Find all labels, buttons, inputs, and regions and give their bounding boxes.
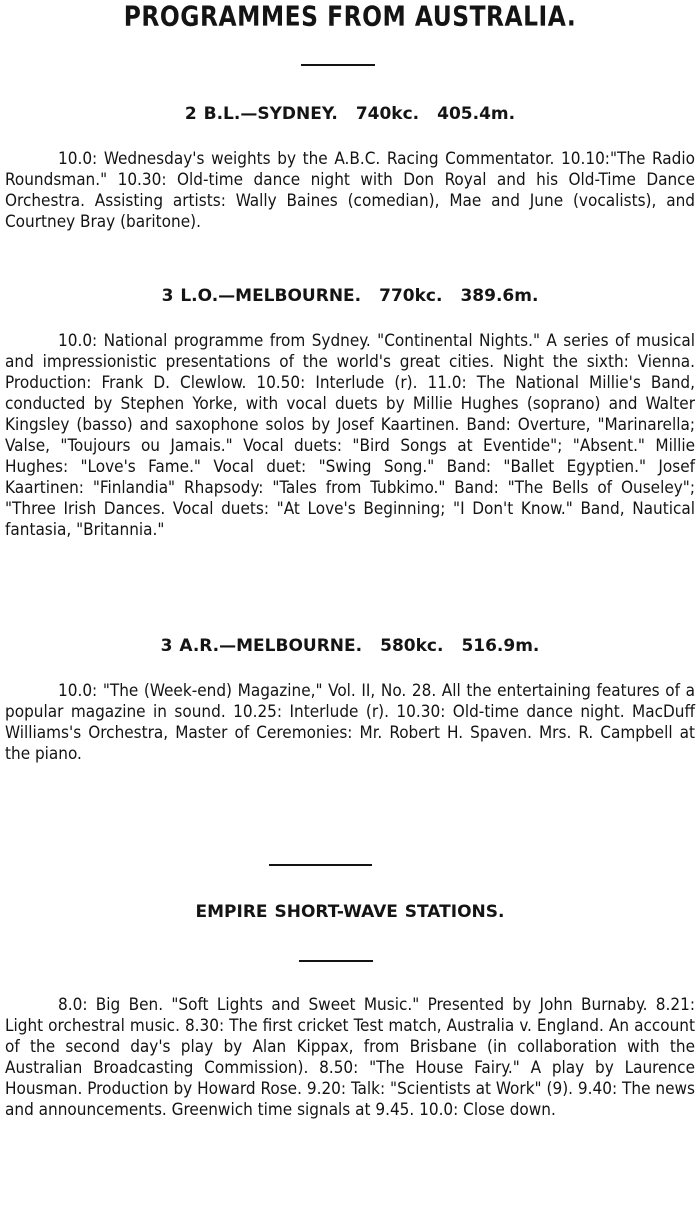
- station-frequency: 740kc.: [355, 104, 420, 124]
- programme-text-2bl: 10.0: Wednesday's weights by the A.B.C. Racing Commentator. 10.10:"The Radio Roundsman." 10.30: Old-time dance night with Don Royal and his Old-Time Dance Orchestra. Assisting artists: Wally Baines (comedian), Mae and June (vocalists), and Courtney Bray (baritone).: [5, 149, 695, 232]
- station-frequency: 580kc.: [380, 636, 444, 656]
- programme-text-empire: 8.0: Big Ben. "Soft Lights and Sweet Music." Presented by John Burnaby. 8.21: Light orchestral music. 8.30: The first cricket Test match, Australia v. England. An account of the second day's play by Alan Kippax, from Brisbane (in collaboration with the Australian Broadcasting Commission). 8.50: "The House Fairy." A play by Laurence Housman. Production by Howard Rose. 9.20: Talk: "Scientists at Work" (9). 9.40: The news and announcements. Greenwich time signals at 9.45. 10.0: Close down.: [5, 995, 695, 1120]
- station-wavelength: 389.6m.: [460, 286, 539, 306]
- station-heading-2bl: [0, 104, 700, 124]
- empire-divider: [299, 960, 373, 962]
- station-name: 3 L.O.—MELBOURNE.: [161, 286, 362, 306]
- station-heading-3lo: [0, 286, 700, 306]
- station-frequency: 770kc.: [379, 286, 443, 306]
- station-wavelength: 516.9m.: [461, 636, 540, 656]
- empire-heading: EMPIRE SHORT-WAVE STATIONS.: [195, 902, 505, 922]
- station-name: 2 B.L.—SYDNEY.: [184, 104, 338, 124]
- programme-text-3ar: 10.0: "The (Week-end) Magazine," Vol. II, No. 28. All the entertaining features of a popular magazine in sound. 10.25: Interlude (r). 10.30: Old-time dance night. MacDuff Williams's Orchestra, Master of Ceremonies: Mr. Robert H. Spaven. Mrs. R. Campbell at the piano.: [5, 681, 695, 764]
- title-divider: [301, 64, 375, 66]
- station-name: 3 A.R.—MELBOURNE.: [160, 636, 363, 656]
- section-divider: [269, 864, 372, 866]
- page-title: PROGRAMMES FROM AUSTRALIA.: [123, 1, 577, 33]
- programme-text-3lo: 10.0: National programme from Sydney. "Continental Nights." A series of musical and impressionistic presentations of the world's great cities. Night the sixth: Vienna. Production: Frank D. Clewlow. 10.50: Interlude (r). 11.0: The National Millie's Band, conducted by Stephen Yorke, with vocal duets by Millie Hughes (soprano) and Walter Kingsley (basso) and saxophone solos by Josef Kaartinen. Band: Overture, "Marinarella; Valse, "Toujours ou Jamais." Vocal duets: "Bird Songs at Eventide"; "Absent." Millie Hughes: "Love's Fame." Vocal duet: "Swing Song." Band: "Ballet Egyptien." Josef Kaartinen: "Finlandia" Rhapsody: "Tales from Tubkimo." Band: "The Bells of Ouseley"; "Three Irish Dances. Vocal duets: "At Love's Beginning; "I Don't Know." Band, Nautical fantasia, "Britannia.": [5, 331, 695, 540]
- station-wavelength: 405.4m.: [437, 104, 516, 124]
- station-heading-3ar: [0, 636, 700, 656]
